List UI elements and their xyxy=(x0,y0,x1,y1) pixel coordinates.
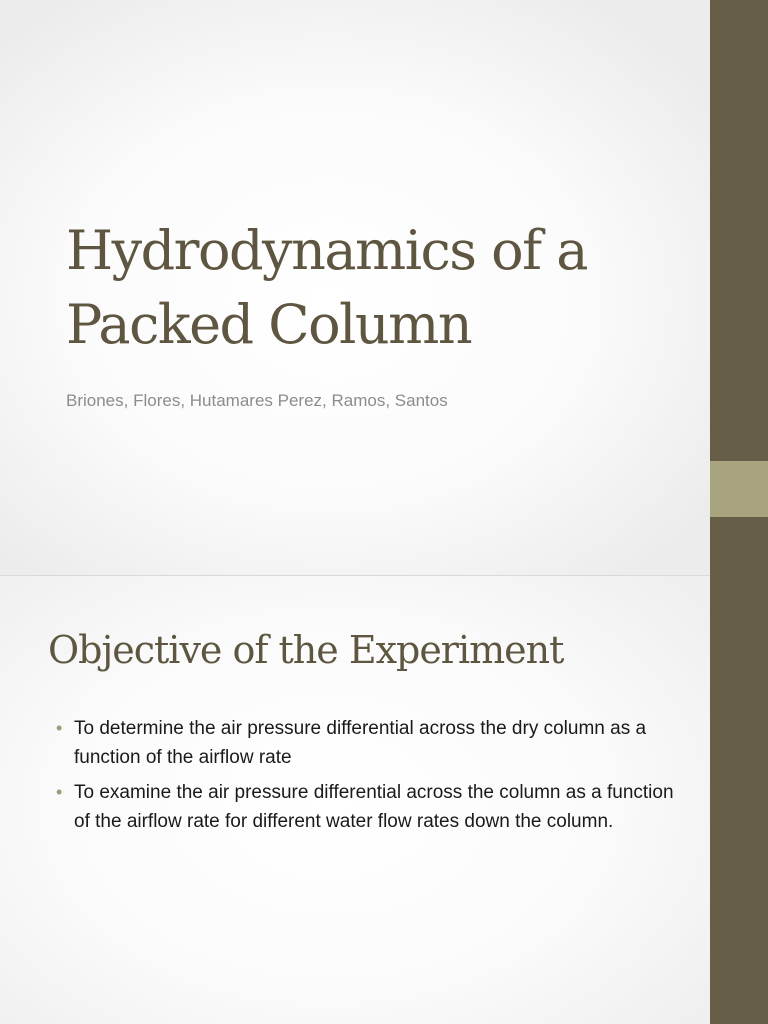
bullet-text: To examine the air pressure differential across the column as a function of the airflow rate for different water flow rates down the column. xyxy=(74,782,674,832)
bullet-item xyxy=(56,714,686,772)
bullet-item xyxy=(56,778,686,836)
slide-title: Hydrodynamics of a Packed Column xyxy=(66,219,587,356)
bullet-marker-icon: • xyxy=(56,782,63,802)
slide-authors: Briones, Flores, Hutamares Perez, Ramos, Santos xyxy=(66,391,448,410)
bullet-marker-icon: • xyxy=(56,718,63,738)
objective-slide xyxy=(0,576,710,1024)
side-bar-accent xyxy=(710,461,768,517)
bullet-list xyxy=(56,714,686,842)
slide-heading: Objective of the Experiment xyxy=(48,628,564,672)
bullet-text: To determine the air pressure differential across the dry column as a function of the airflow rate xyxy=(74,718,647,768)
